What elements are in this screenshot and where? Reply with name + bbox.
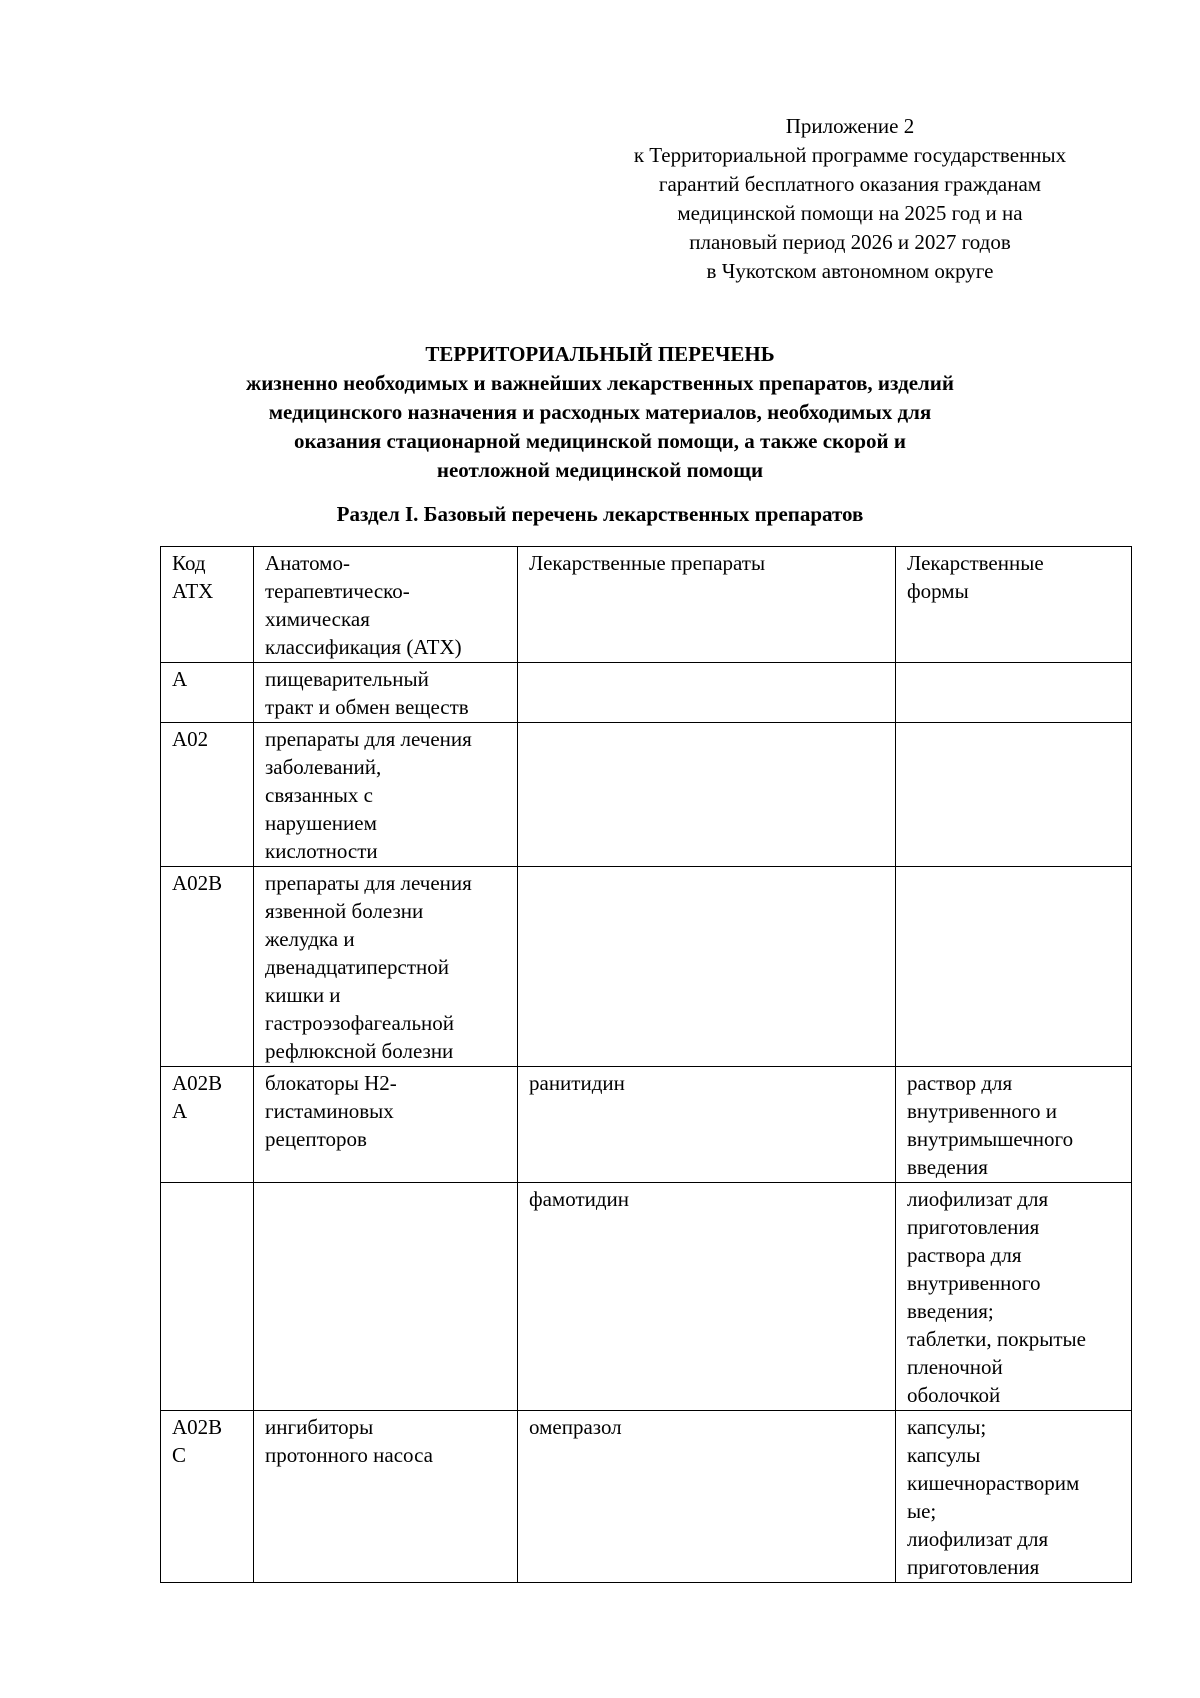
table-row <box>161 1067 1132 1183</box>
cell-text: заболеваний, <box>265 755 382 779</box>
appendix-line: в Чукотском автономном округе <box>706 259 994 283</box>
drug-name-cell <box>518 723 896 867</box>
cell-text: раствор для <box>907 1071 1013 1095</box>
cell-text: капсулы <box>907 1443 981 1467</box>
dosage-form-cell <box>896 723 1132 867</box>
cell-text: ые; <box>907 1499 937 1523</box>
header-cell-classification <box>254 547 518 663</box>
atx-code-cell <box>161 723 254 867</box>
drug-name-cell <box>518 663 896 723</box>
atx-classification-cell <box>254 1067 518 1183</box>
atx-code-cell <box>161 1411 254 1583</box>
cell-text: препараты для лечения <box>265 871 472 895</box>
appendix-line: гарантий бесплатного оказания гражданам <box>658 172 1042 196</box>
cell-text: связанных с <box>265 783 373 807</box>
drug-name-cell <box>518 867 896 1067</box>
cell-text: кишечнорастворим <box>907 1471 1080 1495</box>
atx-classification-cell <box>254 723 518 867</box>
cell-text: А <box>172 1099 188 1123</box>
cell-text: нарушением <box>265 811 377 835</box>
table-row <box>161 1411 1132 1583</box>
cell-text: внутривенного <box>907 1271 1041 1295</box>
cell-text: ингибиторы <box>265 1415 374 1439</box>
title-line: неотложной медицинской помощи <box>436 458 764 482</box>
cell-text: рефлюксной болезни <box>265 1039 454 1063</box>
atx-classification-cell <box>254 1411 518 1583</box>
cell-text: пленочной <box>907 1355 1003 1379</box>
appendix-line: медицинской помощи на 2025 год и на <box>677 201 1023 225</box>
cell-text: гистаминовых <box>265 1099 394 1123</box>
atx-classification-cell <box>254 1183 518 1411</box>
table-header-row <box>161 547 1132 663</box>
title-line: медицинского назначения и расходных материалов, необходимых для <box>268 400 932 424</box>
cell-text: гастроэзофагеальной <box>265 1011 455 1035</box>
cell-text: А <box>172 667 188 691</box>
title-line: жизненно необходимых и важнейших лекарственных препаратов, изделий <box>245 371 955 395</box>
cell-text: кишки и <box>265 983 341 1007</box>
header-text: АТХ <box>172 579 214 603</box>
cell-text: С <box>172 1443 187 1467</box>
cell-text: кислотности <box>265 839 378 863</box>
drug-name-cell <box>518 1067 896 1183</box>
appendix-line: к Территориальной программе государственных <box>633 143 1067 167</box>
cell-text: двенадцатиперстной <box>265 955 450 979</box>
header-text: химическая <box>265 607 370 631</box>
cell-text: А02В <box>172 1415 223 1439</box>
table-row <box>161 867 1132 1067</box>
dosage-form-cell <box>896 663 1132 723</box>
atx-code-cell <box>161 1067 254 1183</box>
header-text: Анатомо- <box>265 551 350 575</box>
cell-text: ранитидин <box>529 1071 625 1095</box>
cell-text: фамотидин <box>529 1187 630 1211</box>
cell-text: пищеварительный <box>265 667 429 691</box>
cell-text: блокаторы Н2- <box>265 1071 397 1095</box>
dosage-form-cell <box>896 1183 1132 1411</box>
table-row <box>161 1183 1132 1411</box>
cell-text: приготовления <box>907 1555 1040 1579</box>
header-text: Лекарственные препараты <box>529 551 766 575</box>
header-text: формы <box>907 579 969 603</box>
header-text: Лекарственные <box>907 551 1044 575</box>
cell-text: лиофилизат для <box>907 1187 1049 1211</box>
cell-text: протонного насоса <box>265 1443 433 1467</box>
cell-text: капсулы; <box>907 1415 987 1439</box>
cell-text: введения; <box>907 1299 994 1323</box>
cell-text: лиофилизат для <box>907 1527 1049 1551</box>
header-cell-forms <box>896 547 1132 663</box>
dosage-form-cell <box>896 1067 1132 1183</box>
cell-text: язвенной болезни <box>265 899 424 923</box>
atx-classification-cell <box>254 663 518 723</box>
cell-text: таблетки, покрытые <box>907 1327 1086 1351</box>
header-cell-code <box>161 547 254 663</box>
title-line: ТЕРРИТОРИАЛЬНЫЙ ПЕРЕЧЕНЬ <box>425 342 775 366</box>
cell-text: препараты для лечения <box>265 727 472 751</box>
header-text: Код <box>172 551 206 575</box>
cell-text: А02В <box>172 1071 223 1095</box>
atx-table <box>160 546 1132 1583</box>
table-row <box>161 723 1132 867</box>
cell-text: приготовления <box>907 1215 1040 1239</box>
table-row <box>161 663 1132 723</box>
header-text: классификация (АТХ) <box>265 635 462 659</box>
dosage-form-cell <box>896 867 1132 1067</box>
section-title: Раздел I. Базовый перечень лекарственных препаратов <box>336 502 864 526</box>
cell-text: омепразол <box>529 1415 622 1439</box>
header-text: терапевтическо- <box>265 579 410 603</box>
drug-name-cell <box>518 1411 896 1583</box>
title-line: оказания стационарной медицинской помощи, а также скорой и <box>294 429 906 453</box>
appendix-line: Приложение 2 <box>785 114 915 138</box>
cell-text: А02В <box>172 871 223 895</box>
appendix-block <box>600 112 1100 286</box>
appendix-line: плановый период 2026 и 2027 годов <box>689 230 1011 254</box>
atx-code-cell <box>161 663 254 723</box>
cell-text: тракт и обмен веществ <box>265 695 469 719</box>
cell-text: внутривенного и <box>907 1099 1057 1123</box>
cell-text: желудка и <box>265 927 355 951</box>
header-cell-drugs <box>518 547 896 663</box>
cell-text: оболочкой <box>907 1383 1001 1407</box>
document-title <box>0 340 1200 485</box>
drug-name-cell <box>518 1183 896 1411</box>
atx-classification-cell <box>254 867 518 1067</box>
cell-text: введения <box>907 1155 988 1179</box>
atx-code-cell <box>161 1183 254 1411</box>
atx-code-cell <box>161 867 254 1067</box>
cell-text: внутримышечного <box>907 1127 1074 1151</box>
cell-text: А02 <box>172 727 209 751</box>
cell-text: раствора для <box>907 1243 1022 1267</box>
dosage-form-cell <box>896 1411 1132 1583</box>
cell-text: рецепторов <box>265 1127 367 1151</box>
